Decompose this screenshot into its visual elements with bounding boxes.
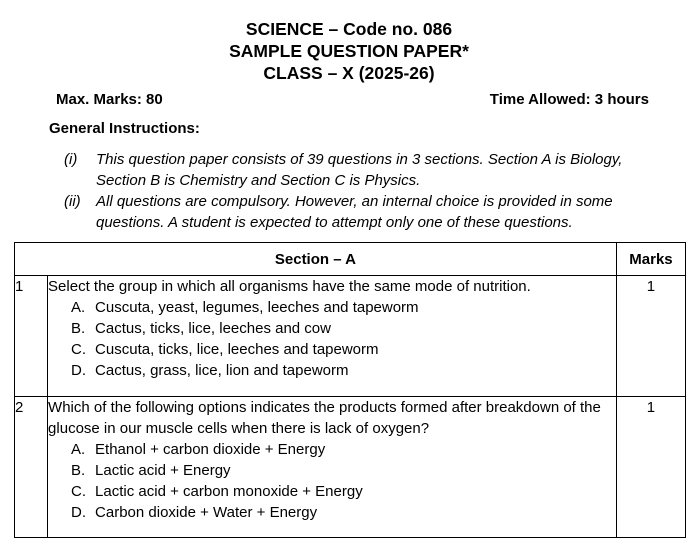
- question-cell: [48, 397, 617, 538]
- max-marks: Max. Marks: 80: [56, 91, 163, 108]
- question-number: 1: [15, 276, 48, 397]
- option-text: Ethanol + carbon dioxide + Energy: [95, 441, 326, 458]
- table-row: [15, 276, 686, 397]
- question-marks: 1: [616, 276, 685, 397]
- option: [48, 297, 616, 318]
- option-text: Cuscuta, ticks, lice, leeches and tapeworm: [95, 341, 379, 358]
- option-text: Lactic acid + carbon monoxide + Energy: [95, 483, 363, 500]
- question-text: Which of the following options indicates the products formed after breakdown of the glucose in our muscle cells when there is lack of oxygen?: [48, 399, 601, 437]
- option-label: B.: [71, 320, 86, 337]
- option-label: A.: [71, 299, 86, 316]
- option-text: Carbon dioxide + Water + Energy: [95, 504, 318, 521]
- option-label: D.: [71, 504, 87, 521]
- option: [48, 460, 616, 481]
- option-label: A.: [71, 441, 86, 458]
- question-table: [14, 242, 686, 538]
- option-text: Cactus, ticks, lice, leeches and cow: [95, 320, 331, 337]
- option-text: Lactic acid + Energy: [95, 462, 231, 479]
- section-header: Section – A: [15, 243, 617, 276]
- question-cell: [48, 276, 617, 397]
- option-label: B.: [71, 462, 86, 479]
- table-header-row: [15, 243, 686, 276]
- option: [48, 360, 616, 381]
- option-label: C.: [71, 341, 87, 358]
- option-text: Cactus, grass, lice, lion and tapeworm: [95, 362, 349, 379]
- instruction-number: (i): [64, 151, 78, 168]
- question-text: Select the group in which all organisms have the same mode of nutrition.: [48, 278, 531, 295]
- option: [48, 318, 616, 339]
- option: [48, 339, 616, 360]
- instruction-text: This question paper consists of 39 questions in 3 sections. Section A is Biology, Section B is Chemistry and Section C is Physics.: [96, 151, 623, 189]
- time-allowed: Time Allowed: 3 hours: [489, 91, 649, 108]
- paper-title: SCIENCE – Code no. 086: [245, 19, 453, 39]
- instruction-text: All questions are compulsory. However, an internal choice is provided in some questions. A student is expected to attempt only one of these questions.: [96, 193, 613, 231]
- option-label: C.: [71, 483, 87, 500]
- option: [48, 502, 616, 523]
- table-row: [15, 397, 686, 538]
- option: [48, 481, 616, 502]
- instruction-number: (ii): [64, 193, 81, 210]
- option-label: D.: [71, 362, 87, 379]
- paper-subtitle: SAMPLE QUESTION PAPER*: [229, 41, 469, 61]
- option: [48, 439, 616, 460]
- option-text: Cuscuta, yeast, legumes, leeches and tapeworm: [95, 299, 419, 316]
- question-marks: 1: [616, 397, 685, 538]
- instructions-heading: General Instructions:: [49, 120, 200, 137]
- question-number: 2: [15, 397, 48, 538]
- marks-header: Marks: [616, 243, 685, 276]
- class-label: CLASS – X (2025-26): [263, 63, 435, 83]
